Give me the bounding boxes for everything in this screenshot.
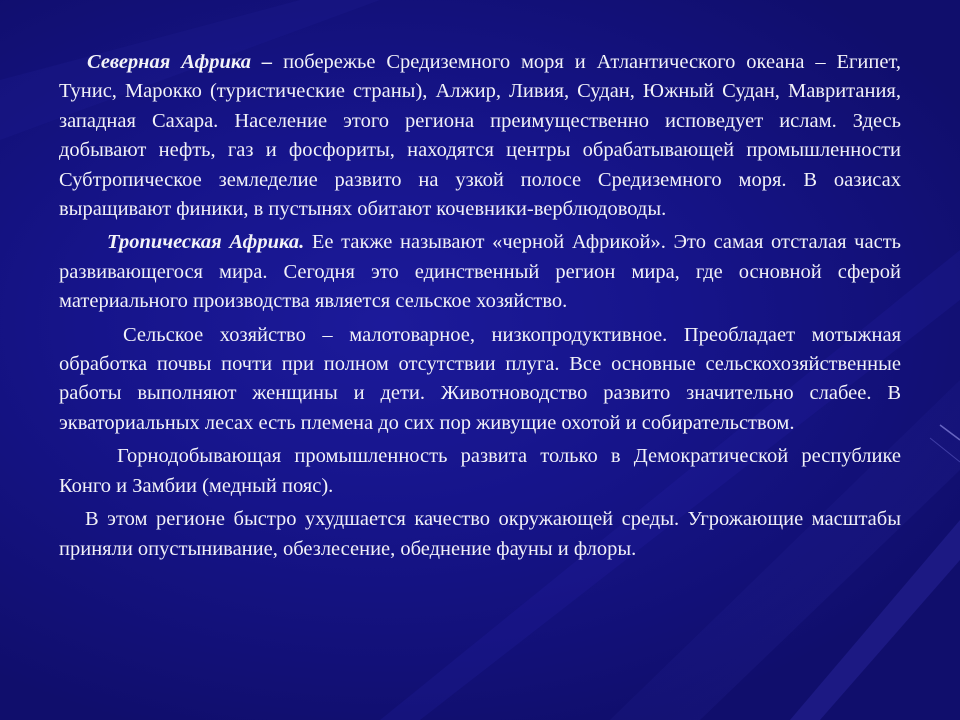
- paragraph-text: побережье Средиземного моря и Атлантического океана – Египет, Тунис, Марокко (туристические страны), Алжир, Ливия, Судан, Южный Судан, Мавритания, западная Сахара. Население этого региона преимущественно исповедует ислам. Здесь добывают нефть, газ и фосфориты, находятся центры обрабатывающей промышленности Субтропическое земледелие развито на узкой полосе Средиземного моря. В оазисах выращивают финики, в пустынях обитают кочевники-верблюдоводы.: [59, 51, 901, 221]
- paragraph-tropical-africa: [59, 228, 901, 316]
- paragraph-text: Ее также называют «черной Африкой». Это самая отсталая часть развивающегося мира. Сегодня это единственный регион мира, где основной сферой материального производства является сельское хозяйство.: [59, 231, 901, 313]
- heading-tropical-africa: Тропическая Африка.: [107, 231, 305, 254]
- paragraph-environment: В этом регионе быстро ухудшается качество окружающей среды. Угрожающие масштабы приняли опустынивание, обезлесение, обеднение фауны и флоры.: [59, 508, 901, 560]
- heading-north-africa: Северная Африка –: [87, 51, 273, 73]
- paragraph-agriculture: Сельское хозяйство – малотоварное, низкопродуктивное. Преобладает мотыжная обработка почвы почти при полном отсутствии плуга. Все основные сельскохозяйственные работы выполняют женщины и дети. Животноводство развито значительно слабее. В экваториальных лесах есть племена до сих пор живущие охотой и собирательством.: [59, 323, 901, 434]
- slide-text-block: [59, 48, 901, 568]
- paragraph-north-africa: [59, 48, 901, 224]
- paragraph-mining: Горнодобывающая промышленность развита только в Демократической республике Конго и Замбии (медный пояс).: [59, 445, 901, 497]
